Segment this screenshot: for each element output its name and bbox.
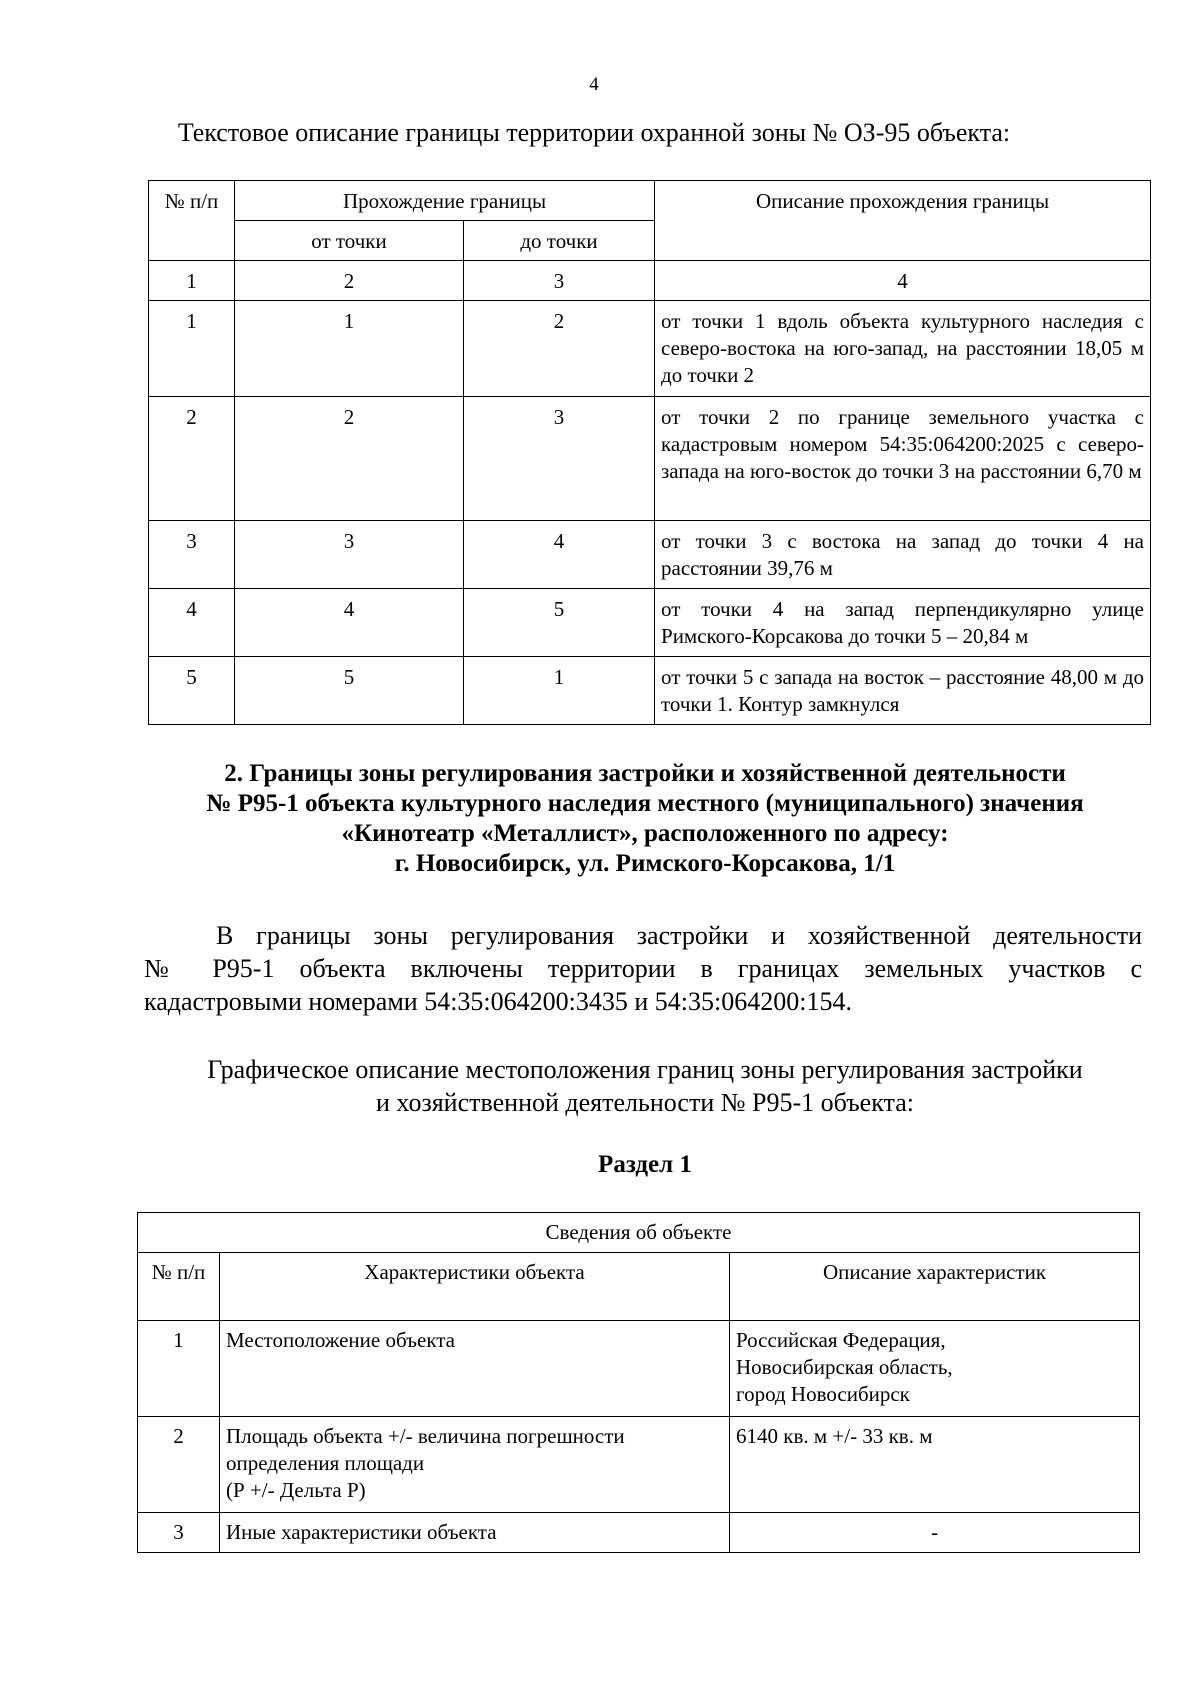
row-value: Российская Федерация, Новосибирская область, город Новосибирск <box>730 1321 1140 1417</box>
row-num: 2 <box>149 397 235 521</box>
paragraph-line: В границы зоны регулирования застройки и хозяйственной деятельности <box>216 921 1142 950</box>
table1-caption: Текстовое описание границы территории охранной зоны № ОЗ-95 объекта: <box>177 118 1011 147</box>
header-to: до точки <box>464 221 655 261</box>
row-from: 2 <box>235 397 464 521</box>
row-num: 5 <box>149 657 235 725</box>
boundary-table <box>148 180 1151 725</box>
row-value: 6140 кв. м +/- 33 кв. м <box>730 1417 1140 1513</box>
graphic-description-line: Графическое описание местоположения границ зоны регулирования застройки <box>207 1055 1083 1084</box>
row-characteristic: Иные характеристики объекта <box>220 1513 730 1553</box>
row-value: - <box>730 1513 1140 1553</box>
row-description: от точки 3 с востока на запад до точки 4 на расстоянии 39,76 м <box>655 521 1151 589</box>
row-to: 2 <box>464 301 655 397</box>
section-title: Раздел 1 <box>598 1151 692 1178</box>
row-num: 1 <box>138 1321 220 1417</box>
heading-line: № Р95-1 объекта культурного наследия местного (муниципального) значения <box>206 790 1084 817</box>
row-num: 3 <box>138 1513 220 1553</box>
table-row <box>138 1417 1140 1513</box>
header-num: № п/п <box>138 1253 220 1321</box>
object-info-table <box>137 1212 1140 1553</box>
row-from: 5 <box>235 657 464 725</box>
paragraph-line: № Р95-1 объекта включены территории в границах земельных участков с <box>144 954 1142 983</box>
row-num: 1 <box>149 301 235 397</box>
table-row <box>149 589 1151 657</box>
heading-line: 2. Границы зоны регулирования застройки и хозяйственной деятельности <box>224 760 1066 787</box>
col-number: 3 <box>464 261 655 301</box>
row-num: 2 <box>138 1417 220 1513</box>
graphic-description-line: и хозяйственной деятельности № Р95-1 объекта: <box>376 1088 914 1117</box>
row-to: 5 <box>464 589 655 657</box>
row-characteristic: Площадь объекта +/- величина погрешности определения площади (Р +/- Дельта Р) <box>220 1417 730 1513</box>
paragraph-line: кадастровыми номерами 54:35:064200:3435 и 54:35:064200:154. <box>144 987 852 1016</box>
row-from: 4 <box>235 589 464 657</box>
row-from: 3 <box>235 521 464 589</box>
header-num: № п/п <box>149 181 235 261</box>
row-num: 3 <box>149 521 235 589</box>
page-number: 4 <box>589 74 599 95</box>
row-description: от точки 1 вдоль объекта культурного наследия с северо-востока на юго-запад, на расстоянии 18,05 м до точки 2 <box>655 301 1151 397</box>
section-heading <box>0 759 1200 879</box>
header-description: Описание характеристик <box>730 1253 1140 1321</box>
heading-line: г. Новосибирск, ул. Римского-Корсакова, 1/1 <box>394 850 896 877</box>
body-paragraph <box>144 919 1142 1018</box>
header-from: от точки <box>235 221 464 261</box>
table-row <box>138 1513 1140 1553</box>
row-description: от точки 4 на запад перпендикулярно улице Римского-Корсакова до точки 5 – 20,84 м <box>655 589 1151 657</box>
table-row <box>149 301 1151 397</box>
row-from: 1 <box>235 301 464 397</box>
table-row <box>149 521 1151 589</box>
graphic-description <box>0 1053 1200 1119</box>
col-number: 2 <box>235 261 464 301</box>
row-description: от точки 2 по границе земельного участка с кадастровым номером 54:35:064200:2025 с северо-запада на юго-восток до точки 3 на расстоянии 6,70 м <box>655 397 1151 521</box>
table2-title: Сведения об объекте <box>138 1213 1140 1253</box>
row-num: 4 <box>149 589 235 657</box>
header-passage: Прохождение границы <box>235 181 655 221</box>
row-to: 3 <box>464 397 655 521</box>
row-characteristic: Местоположение объекта <box>220 1321 730 1417</box>
row-to: 4 <box>464 521 655 589</box>
table-row <box>149 657 1151 725</box>
header-description: Описание прохождения границы <box>655 181 1151 261</box>
heading-line: «Кинотеатр «Металлист», расположенного по адресу: <box>341 820 949 847</box>
col-number: 1 <box>149 261 235 301</box>
col-number: 4 <box>655 261 1151 301</box>
table-row <box>138 1321 1140 1417</box>
table-row <box>149 397 1151 521</box>
row-description: от точки 5 с запада на восток – расстояние 48,00 м до точки 1. Контур замкнулся <box>655 657 1151 725</box>
header-characteristic: Характеристики объекта <box>220 1253 730 1321</box>
row-to: 1 <box>464 657 655 725</box>
